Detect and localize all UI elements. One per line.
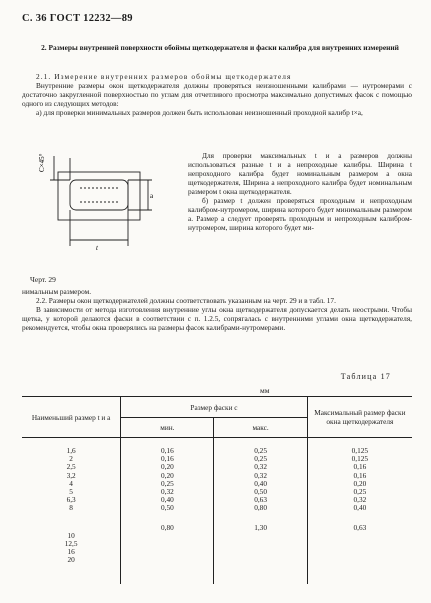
item-a: а) для проверки минимальных размеров должен быть использован неизношенный проходной калибр t×a,	[36, 107, 363, 117]
cell: 0,40	[353, 503, 367, 513]
cell: 0,80	[254, 503, 267, 513]
cell: 0,25	[160, 478, 174, 488]
chamfer-label: C×45°	[38, 153, 46, 172]
cell: 12,5	[64, 538, 78, 548]
cell: 4	[69, 478, 73, 488]
cell: 0,40	[254, 478, 267, 488]
p22: 2.2. Размеры окон щеткодержателей должны соответствовать указанным на черт. 29 и в табл. 17.	[36, 295, 336, 305]
cell: 5	[69, 486, 73, 496]
cell: 6,3	[66, 495, 76, 505]
inner-window	[70, 180, 128, 210]
cell: 0,50	[160, 503, 174, 513]
col-min: мин.	[121, 418, 214, 438]
height-label: a	[150, 192, 154, 200]
cell: 0,25	[254, 445, 267, 455]
cell: 8	[69, 503, 73, 513]
cell: 0,25	[353, 486, 367, 496]
paragraph-2-1-heading	[22, 73, 412, 118]
cell: 2	[69, 454, 73, 464]
cell: 2,5	[66, 462, 76, 472]
group1-maxcal	[307, 438, 412, 522]
col-maxcal: Максимальный размер фаски окна щеткодержателя	[307, 397, 412, 438]
group2-min: 0,80	[121, 522, 214, 584]
cell: 0,32	[160, 486, 174, 496]
group1-min	[121, 438, 214, 522]
p21-head: 2.1. Измерение внутренних размеров обоймы щеткодержателя	[36, 72, 292, 81]
p-depend: В зависимости от метода изготовления внутренние углы окна щеткодержателя допускается делать неострыми. Чтобы щетка, у которой делаются фаски в соответствии с п. 1.2.5, сопрягалась с внутренними углами окна щеткодержателя, рекомендуется, чтобы окна проверялись на размеры фасок калибрами-нутромерами.	[22, 304, 412, 332]
cell: 10	[67, 530, 75, 540]
p21-body: Внутренние размеры окон щеткодержателя должны проверяться неизношенными калибрами — нутромерами с достаточно закругленной поверхностью по углам для отчетливого просмотра максимально допустимых фасок с помощью одного из следующих методов:	[22, 80, 412, 108]
group2-maxcal: 0,63	[307, 522, 412, 584]
page-header: С. 36 ГОСТ 12232—89	[22, 13, 133, 24]
group1-nominal	[22, 438, 121, 522]
cell: 16	[67, 546, 75, 556]
cell: 0,20	[160, 470, 174, 480]
cell: 0,20	[160, 462, 174, 472]
cell: 0,16	[160, 445, 174, 455]
group1-max	[214, 438, 307, 522]
cell: 0,32	[353, 495, 367, 505]
cell: 0,63	[254, 495, 267, 505]
lower-text	[22, 288, 412, 333]
cell: 0,125	[351, 445, 369, 455]
cell: 0,16	[353, 470, 367, 480]
table-unit: мм	[260, 386, 270, 395]
drawing-29	[20, 150, 180, 262]
width-label: t	[96, 244, 98, 252]
col-chamfer: Размер фаски c	[121, 397, 307, 418]
cell: 0,125	[351, 454, 369, 464]
cell: 0,16	[353, 462, 367, 472]
item-b-end: нимальным размером.	[22, 287, 92, 296]
group2-max: 1,30	[214, 522, 307, 584]
cell: 0,32	[254, 462, 267, 472]
section-title: 2. Размеры внутренней поверхности обоймы щеткодержателя и фаски калибра для внутренних измерений	[41, 43, 399, 52]
cell: 20	[67, 555, 75, 565]
cell: 0,50	[254, 486, 267, 496]
group2-nominal	[22, 522, 121, 584]
cell: 0,16	[160, 454, 174, 464]
cell: 0,25	[254, 454, 267, 464]
cell: 0,32	[254, 470, 267, 480]
cell: 0,20	[353, 478, 367, 488]
table-17	[22, 396, 412, 584]
right-column-text: Для проверки максимальных t и a размеров должны использоваться разные t и a непроходные калибры. Ширина t непроходного калибра будет номинальным размером a окна щеткодержателя, Ширина a непроходного калибра будет номинальным размером t окна щеткодержателя.	[188, 151, 412, 196]
cell: 1,6	[66, 445, 76, 455]
window-section-figure	[20, 150, 180, 262]
cell: 3,2	[66, 470, 76, 480]
item-b: б) размер t должен проверяться проходным и непроходным калибром-нутромером, ширина которого будет минимальным размером a. Размер a следует проверять проходным и непроходным калибром-нутромером, ширина которого будет ми-	[188, 196, 412, 232]
col-nominal: Наименьший размер t и a	[22, 397, 121, 438]
cell: 0,40	[160, 495, 174, 505]
col-max: макс.	[214, 418, 307, 438]
figure-caption: Черт. 29	[30, 275, 56, 284]
table-title: Таблица 17	[340, 372, 391, 381]
